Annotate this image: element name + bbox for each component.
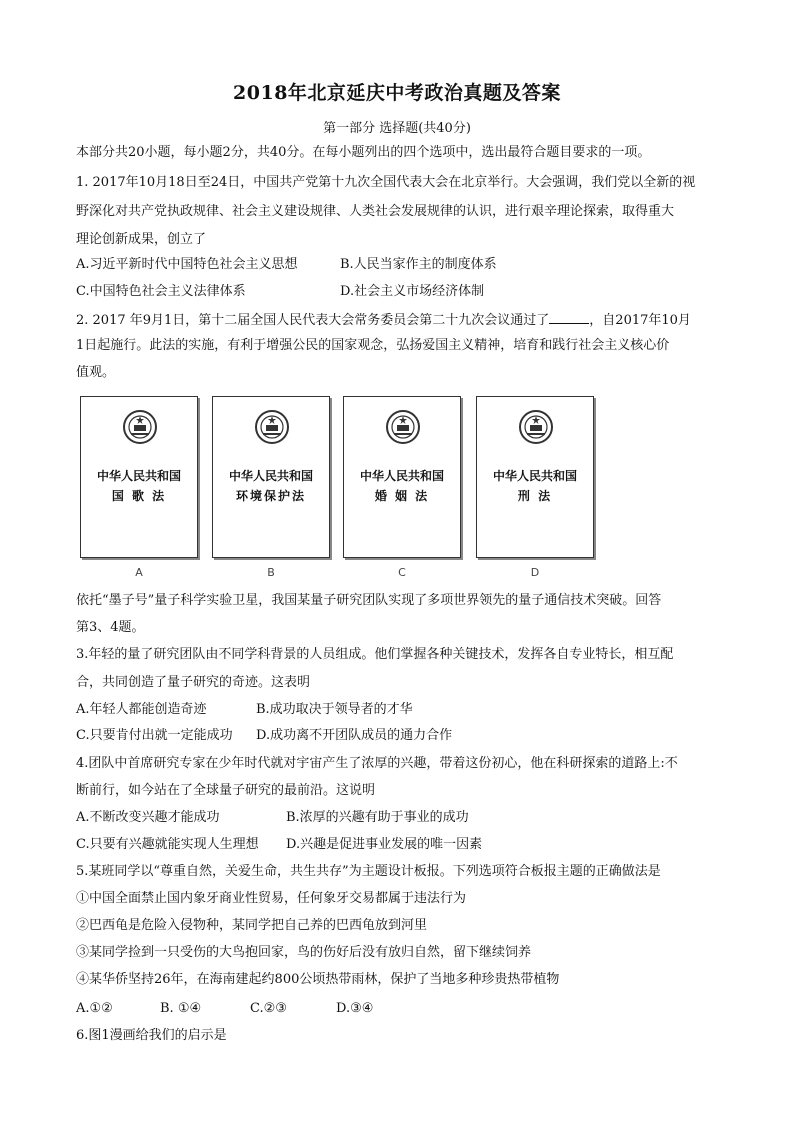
q3-line: 3.年轻的量了研究团队由不同学科背景的人员组成。他们掌握各种关键技术，发挥各自专业特长，相互配 <box>76 647 674 662</box>
q4-option-b: B.浓厚的兴趣有助于事业的成功 <box>286 810 469 825</box>
q3-option-b: B.成功取决于领导者的才华 <box>256 702 413 717</box>
book-title-line2: 环境保护法 <box>235 489 306 503</box>
book-label-b: B <box>267 566 275 579</box>
q5-option-b: B. ①④ <box>160 1001 202 1016</box>
national-emblem-icon <box>122 409 158 445</box>
passage-line: 依托“墨子号”量子科学实验卫星，我国某量子研究团队实现了多项世界领先的量子通信技术突破。回答 <box>76 593 662 608</box>
national-emblem-icon <box>254 409 290 445</box>
book-title-line2: 刑 法 <box>517 489 553 503</box>
q3-option-d: D.成功离不开团队成员的通力合作 <box>256 728 453 743</box>
q5-item: ①中国全面禁止国内象牙商业性贸易，任何象牙交易都属于违法行为 <box>76 891 467 906</box>
q2-answer-blank <box>549 311 589 324</box>
book-title-line1: 中华人民共和国 <box>359 469 444 483</box>
q1-option-b: B.人民当家作主的制度体系 <box>340 257 497 272</box>
book-title-line1: 中华人民共和国 <box>228 469 313 483</box>
book-label-a: A <box>135 566 143 579</box>
national-emblem-icon <box>518 409 554 445</box>
q2-line: 1日起施行。此法的实施，有利于增强公民的国家观念，弘扬爱国主义精神，培育和践行社会主义核心价 <box>76 338 670 353</box>
q2-line <box>76 311 691 330</box>
q6-line: 6.图1漫画给我们的启示是 <box>76 1028 227 1043</box>
book-title-line1: 中华人民共和国 <box>96 469 181 483</box>
q5-item: ④某华侨坚持26年，在海南建起约800公顷热带雨林，保护了当地多种珍贵热带植物 <box>76 972 560 987</box>
q2-text-before: 2. 2017 年9月1日，第十二届全国人民代表大会常务委员会第二十九次会议通过了 <box>76 313 550 328</box>
q3-option-a: A.年轻人都能创造奇迹 <box>76 702 207 717</box>
book-label-c: C <box>398 566 406 579</box>
section-subtitle: 第一部分 选择题(共40分) <box>323 121 471 136</box>
q5-option-c: C.②③ <box>250 1001 287 1016</box>
page-title: 2018年北京延庆中考政治真题及答案 <box>233 82 561 104</box>
q5-item: ②巴西龟是危险入侵物种，某同学把自己养的巴西龟放到河里 <box>76 918 428 933</box>
book-title-line2: 国 歌 法 <box>111 489 167 503</box>
passage-line: 第3、4题。 <box>76 620 145 635</box>
q2-line: 值观。 <box>76 365 116 380</box>
q1-line: 1. 2017年10月18日至24日，中国共产党第十九次全国代表大会在北京举行。大会强调，我们党以全新的视 <box>76 175 696 190</box>
q5-item: ③某同学捡到一只受伤的大鸟抱回家，鸟的伤好后没有放归自然，留下继续饲养 <box>76 945 532 960</box>
q1-option-d: D.社会主义市场经济体制 <box>340 284 485 299</box>
q5-line: 5.某班同学以“尊重自然，关爱生命，共生共存”为主题设计板报。下列选项符合板报主题的正确做法是 <box>76 864 661 879</box>
q1-line: 野深化对共产党执政规律、社会主义建设规律、人类社会发展规律的认识，进行艰辛理论探索，取得重大 <box>76 204 675 219</box>
q3-option-c: C.只要肯付出就一定能成功 <box>76 728 233 743</box>
q4-option-d: D.兴趣是促进事业发展的唯一因素 <box>286 837 483 852</box>
q1-line: 理论创新成果，创立了 <box>76 232 207 247</box>
q4-line: 断前行，如今站在了全球量子研究的最前沿。这说明 <box>76 783 376 798</box>
q3-line: 合，共同创造了量子研究的奇迹。这表明 <box>76 675 311 690</box>
q4-option-a: A.不断改变兴趣才能成功 <box>76 810 220 825</box>
q1-option-c: C.中国特色社会主义法律体系 <box>76 284 246 299</box>
q4-line: 4.团队中首席研究专家在少年时代就对宇宙产生了浓厚的兴趣，带着这份初心，他在科研探索的道路上:不 <box>76 756 678 771</box>
intro-text: 本部分共20小题，每小题2分，共40分。在每小题列出的四个选项中，选出最符合题目要求的一项。 <box>76 145 651 160</box>
law-book-c <box>343 396 461 558</box>
q5-option-a: A.①② <box>76 1001 113 1016</box>
book-label-d: D <box>530 566 540 579</box>
law-book-a <box>80 396 198 558</box>
q4-option-c: C.只要有兴趣就能实现人生理想 <box>76 837 259 852</box>
national-emblem-icon <box>385 409 421 445</box>
q2-text-after: ，自2017年10月 <box>589 313 691 328</box>
q5-option-d: D.③④ <box>336 1001 374 1016</box>
book-title-line1: 中华人民共和国 <box>492 469 577 483</box>
book-title-line2: 婚 姻 法 <box>374 489 430 503</box>
q1-option-a: A.习近平新时代中国特色社会主义思想 <box>76 257 298 272</box>
law-book-b <box>212 396 330 558</box>
law-book-d <box>476 396 594 558</box>
